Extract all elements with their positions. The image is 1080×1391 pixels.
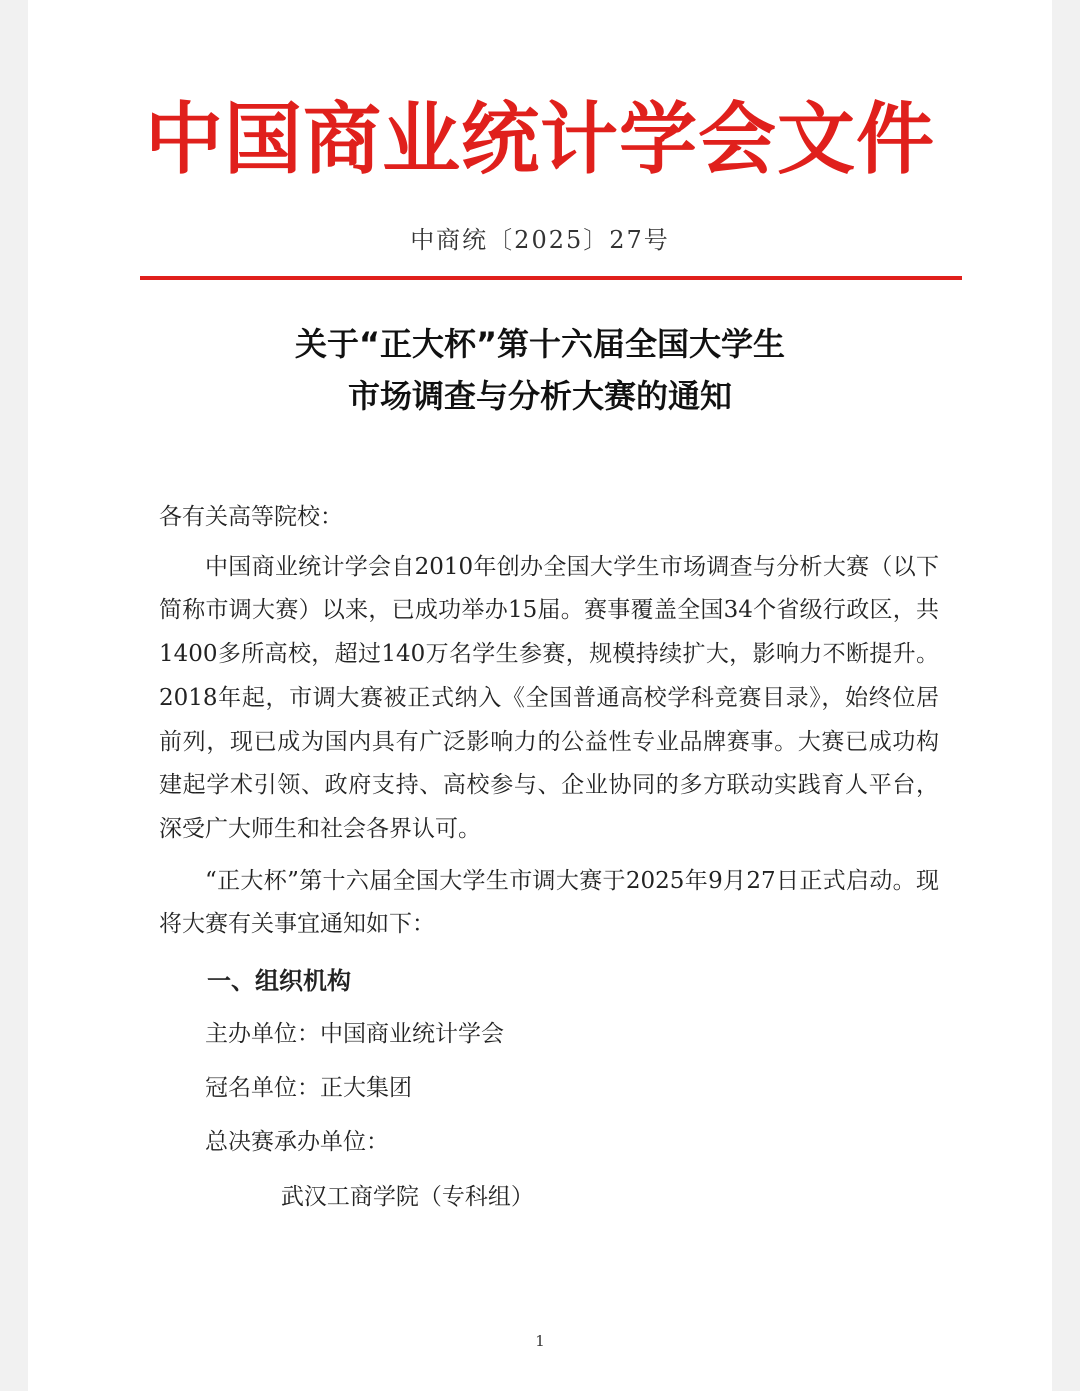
final-host-label: 总决赛承办单位：: [205, 1129, 389, 1156]
notice-title-line-2: 市场调查与分析大赛的通知: [347, 377, 732, 415]
title-sponsor-line: 冠名单位：正大集团: [205, 1075, 412, 1102]
document-header-title: 中国商业统计学会文件: [144, 95, 935, 185]
final-host-item: 武汉工商学院（专科组）: [280, 1184, 534, 1211]
paragraph-intro: 中国商业统计学会自2010年创办全国大学生市场调查与分析大赛（以下简称市调大赛）以来，已成功举办15届。赛事覆盖全国34个省级行政区，共1400多所高校，超过140万名学生参赛，规模持续扩大，影响力不断提升。2018年起，市调大赛被正式纳入《全国普通高校学科竞赛目录》，始终位居前列，现已成为国内具有广泛影响力的公益性专业品牌赛事。大赛已成功构建起学术引领、政府支持、高校参与、企业协同的多方联动实践育人平台，深受广大师生和社会各界认可。: [159, 553, 939, 842]
salutation: 各有关高等院校：: [159, 504, 343, 530]
page-number: 1: [535, 1332, 545, 1350]
section-heading-organization: 一、组织机构: [207, 967, 351, 996]
document-page: [28, 0, 1052, 1391]
header-divider: [140, 276, 962, 280]
notice-title: [28, 318, 1052, 422]
notice-title-line-1: 关于“正大杯”第十六届全国大学生: [294, 325, 786, 363]
notice-body: [159, 496, 939, 1225]
paragraph-launch: “正大杯”第十六届全国大学生市调大赛于2025年9月27日正式启动。现将大赛有关事宜通知如下：: [159, 867, 939, 938]
organizer-line: 主办单位：中国商业统计学会: [205, 1021, 504, 1048]
document-number: 中商统〔2025〕27号: [410, 226, 670, 254]
